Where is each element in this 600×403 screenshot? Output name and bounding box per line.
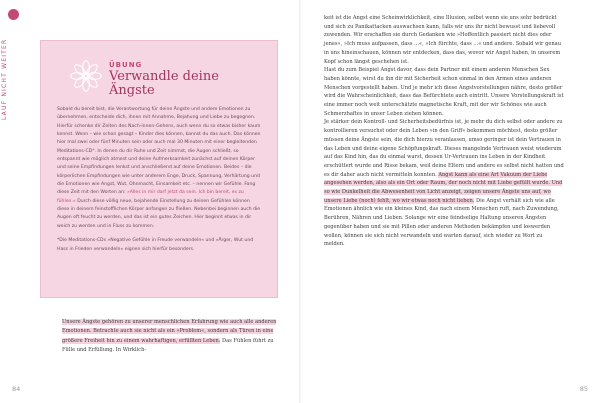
mandala-flower-icon	[69, 59, 103, 93]
exercise-kicker: ÜBUNG	[109, 61, 143, 69]
right-page-body	[324, 14, 564, 249]
exercise-box	[40, 40, 278, 298]
left-page-body	[62, 318, 280, 355]
highlighted-passage: Angst kann als eine Art Vakuum der Liebe angesehen werden, also als ein Ort oder Raum, der noch nicht mit Liebe gefüllt wurde. Und so wie Dunkelheit die Abwesenheit von Licht anzeigt, zeigen unsere Ängste uns auf, wo unsere Liebe (noch) fehlt, wo wir etwas noch nicht lieben.	[324, 171, 563, 204]
body-text: Die Angst verhält sich wie alle Emotionen ähnlich wie ein kleines Kind, das nach einem Menschen ruft, nach Zuwendung, Berühren, Nähren und Lieben. Solange wir eine feindselige Haltung unseren Ängsten gegenüber haben und sie mit Pillen oder anderen Methoden bekämpfen und loswerden wollen, können sie sich nicht verwandeln und warten darauf, sich wieder zu Wort zu melden.	[324, 197, 559, 248]
exercise-footnote: *Die Meditations-CDs »Negative Gefühle in Freude verwandeln« und »Ärger, Wut und Hass in Frieden verwandeln« eignen sich hierfür besonders.	[57, 238, 254, 252]
exercise-heading-group	[109, 59, 263, 98]
exercise-body	[57, 106, 263, 231]
chapter-marker-icon	[8, 9, 19, 20]
paragraph: Hast du zum Beispiel Angst davor, dass dein Partner mit einem anderen Menschen Sex haben könnte, wirst du ihn dir mit Sicherheit schon einmal in den Armen eines anderen Menschen vorgestellt haben. Und je mehr ich diese Angstvorstellungen nähre, desto größer wird die Wahrscheinlichkeit, dass das Befürchtete auch eintritt. Unsere Vorstellungskraft ist eine immer noch weit unterschätzte magnetische Kraft, mit der wir Schönes wie auch Schmerzhaftes in unser Leben ziehen können.	[324, 67, 564, 117]
page-number-left: 84	[12, 385, 21, 393]
exercise-header	[57, 59, 263, 98]
highlighted-passage: Unsere Ängste gehören zu unserer menschlichen Erfahrung wie auch alle anderen Emotionen. Betrachte auch sie nicht als ein »Problem«, sondern als Türen in eine größere Freiheit hin zu einem wahrhaftigen, erfüllten Leben.	[62, 319, 277, 344]
exercise-title: Verwandle deine Ängste	[109, 69, 219, 98]
exercise-body-text-end: Durch diese völlig neue, bejahende Einstellung zu deinen Gefühlen können diese in deinem feinstofflichen Körper anfangen zu fließen. Nebenbei beginnen auch die Augen oft feucht zu werden, und das ist ein gutes Zeichen. Hier beginnt etwas in dir weich zu werden und in Fluss zu kommen.	[57, 198, 261, 229]
gutter	[299, 0, 301, 403]
page-number-right: 85	[579, 385, 588, 393]
paragraph	[324, 118, 564, 249]
exercise-body-text: Sobald du bereit bist, die Verantwortung für deine Ängste und andere Emotionen zu übernehmen, entscheide dich, ihnen mit Annahme, Bejahung und Liebe zu begegnen. Hierfür schenke dir Zeiten des Nach-innen-Gehens, auch wenn du so etwas bisher kaum kennst. Wenn – wie schon gesagt – Kinder dies können, kannst du das auch. Das können hier mal zwei oder fünf Minuten sein oder auch mal 30 Minuten mit einer begleitenden Meditations-CD*. In denen du dir Ruhe und Zeit nimmst, die Augen schließt, so entspannt wie möglich atmest und deine Aufmerksamkeit zunächst auf deinen Körper und seine Empfindungen lenkst und anschließend auf deine Emotionen. Beides – die körperlichen Empfindungen wie unter anderem Enge, Druck, Spannung, Verhärtung und die Emotionen wie Angst, Wut, Ohnmacht, Einsamkeit etc. – nennen wir Gefühle. Fang diese Zeit mit den Worten an:	[57, 107, 261, 196]
side-running-head: LAUF NICHT WEITER	[1, 38, 8, 120]
paragraph: keit ist die Angst eine Scheinwirklichkeit, eine Illusion, selbst wenn sie uns sehr bedrückt und sich zu Panikattacken auswachsen kann, falls wir uns ihr nicht bewusst und liebevoll zuwenden. Wir erschaffen sie durch Gedanken wie »Hoffentlich passiert nicht dies oder jenes«, »Ich muss aufpassen, dass ...«, »Ich fürchte, dass ...« und andere. Sobald wir genau in uns hineinschauen, können wir entdecken, dass das, wovor wir Angst haben, in unserem Kopf schon längst geschehen ist.	[324, 15, 561, 65]
exercise-highlight-quote: »Alles in mir darf jetzt da sein. Ich bin bereit, es zu fühlen.«	[57, 190, 244, 204]
body-text: Das Fühlen führt zu Fülle und Erfüllung. In Wirklich-	[62, 337, 274, 353]
body-text: Je stärker dein Kontroll- und Sicherheitsbedürfnis ist, je mehr du dich selbst oder andere zu kontrollieren versuchst oder dein Leben »in den Griff« bekommen möchtest, desto größer müssen deine Ängste sein, die dich hierzu veranlassen, umso geringer ist dein Vertrauen in das Leben und deine eigene Schöpfungskraft. Dieses mangelnde Vertrauen weist wiederum auf das Kind hin, das du einmal warst, dessen Ur-Vertrauen ins Leben in der Kindheit erschüttert wurde und Risse bekam, weil deine Eltern und andere es selbst nicht hatten und es dir daher auch nicht vermitteln konnten.	[324, 119, 564, 178]
